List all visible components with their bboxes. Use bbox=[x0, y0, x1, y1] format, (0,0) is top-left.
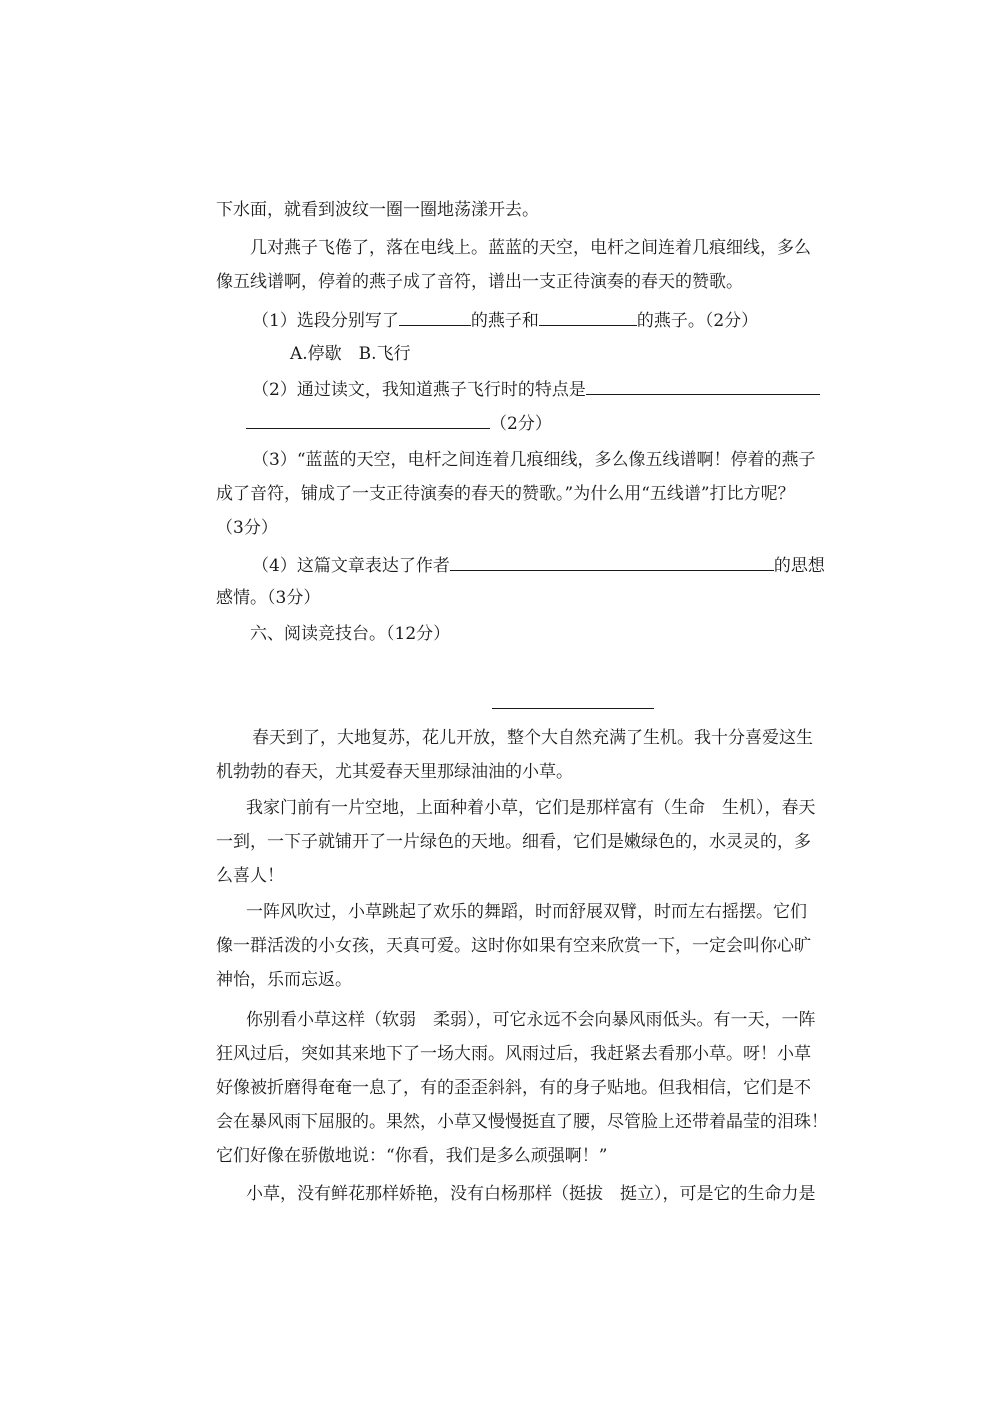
q1-options: A.停歇 B.飞行 bbox=[290, 344, 411, 364]
story-p2-line-2: 一到，一下子就铺开了一片绿色的天地。细看，它们是嫩绿色的，水灵灵的，多 bbox=[216, 832, 811, 852]
story-p3-line-2: 像一群活泼的小女孩，天真可爱。这时你如果有空来欣赏一下，一定会叫你心旷 bbox=[216, 936, 811, 956]
story-p3-line-3: 神怡，乐而忘返。 bbox=[216, 970, 352, 990]
q1-answer-blank-2[interactable] bbox=[539, 307, 637, 326]
q4-prefix: （4）这篇文章表达了作者 bbox=[252, 556, 450, 576]
q4-suffix: 的思想 bbox=[773, 556, 825, 576]
q2-answer-blank-1[interactable] bbox=[586, 376, 820, 395]
poem-line-3: 像五线谱啊，停着的燕子成了音符，谱出一支正待演奏的春天的赞歌。 bbox=[216, 272, 743, 292]
poem-line-2: 几对燕子飞倦了，落在电线上。蓝蓝的天空，电杆之间连着几痕细线，多么 bbox=[250, 238, 811, 258]
q2-answer-blank-2[interactable] bbox=[246, 410, 490, 429]
q2-score: （2分） bbox=[490, 414, 552, 434]
story-p4-line-1: 你别看小草这样（软弱 柔弱），可它永远不会向暴风雨低头。有一天，一阵 bbox=[246, 1010, 816, 1030]
story-p4-line-4: 会在暴风雨下屈服的。果然，小草又慢慢挺直了腰，尽管脸上还带着晶莹的泪珠！ bbox=[216, 1112, 828, 1132]
q2-prefix: （2）通过读文，我知道燕子飞行时的特点是 bbox=[252, 380, 586, 400]
q1-middle: 的燕子和 bbox=[470, 311, 539, 331]
story-p3-line-1: 一阵风吹过，小草跳起了欢乐的舞蹈，时而舒展双臂，时而左右摇摆。它们 bbox=[246, 902, 807, 922]
question-3-line-1: （3）“蓝蓝的天空，电杆之间连着几痕细线，多么像五线谱啊！停着的燕子 bbox=[252, 450, 816, 470]
q1-suffix: 的燕子。（2分） bbox=[636, 311, 759, 331]
story-title-blank[interactable] bbox=[492, 708, 654, 709]
question-4-line-2: 感情。（3分） bbox=[216, 588, 321, 608]
q4-answer-blank[interactable] bbox=[450, 552, 774, 571]
story-p1-line-1: 春天到了，大地复苏，花儿开放，整个大自然充满了生机。我十分喜爱这生 bbox=[252, 728, 813, 748]
question-1 bbox=[252, 307, 758, 333]
question-2-continued bbox=[246, 410, 552, 436]
question-3-score: （3分） bbox=[216, 518, 278, 538]
story-p1-line-2: 机勃勃的春天，尤其爱春天里那绿油油的小草。 bbox=[216, 762, 573, 782]
question-3-line-2: 成了音符，铺成了一支正待演奏的春天的赞歌。”为什么用“五线谱”打比方呢？ bbox=[216, 484, 795, 504]
question-2 bbox=[252, 376, 820, 402]
story-p2-line-1: 我家门前有一片空地，上面种着小草，它们是那样富有（生命 生机），春天 bbox=[246, 798, 816, 818]
story-p4-line-5: 它们好像在骄傲地说：“你看，我们是多么顽强啊！” bbox=[216, 1146, 608, 1166]
poem-line-1: 下水面，就看到波纹一圈一圈地荡漾开去。 bbox=[216, 200, 539, 220]
story-p4-line-2: 狂风过后，突如其来地下了一场大雨。风雨过后，我赶紧去看那小草。呀！小草 bbox=[216, 1044, 811, 1064]
question-4 bbox=[252, 552, 825, 578]
section-6-heading: 六、阅读竞技台。（12分） bbox=[250, 624, 451, 644]
story-p4-line-3: 好像被折磨得奄奄一息了，有的歪歪斜斜，有的身子贴地。但我相信，它们是不 bbox=[216, 1078, 811, 1098]
story-p2-line-3: 么喜人！ bbox=[216, 866, 284, 886]
q1-prefix: （1）选段分别写了 bbox=[252, 311, 399, 331]
story-p5-line-1: 小草，没有鲜花那样娇艳，没有白杨那样（挺拔 挺立），可是它的生命力是 bbox=[246, 1184, 816, 1204]
q1-answer-blank-1[interactable] bbox=[399, 307, 471, 326]
